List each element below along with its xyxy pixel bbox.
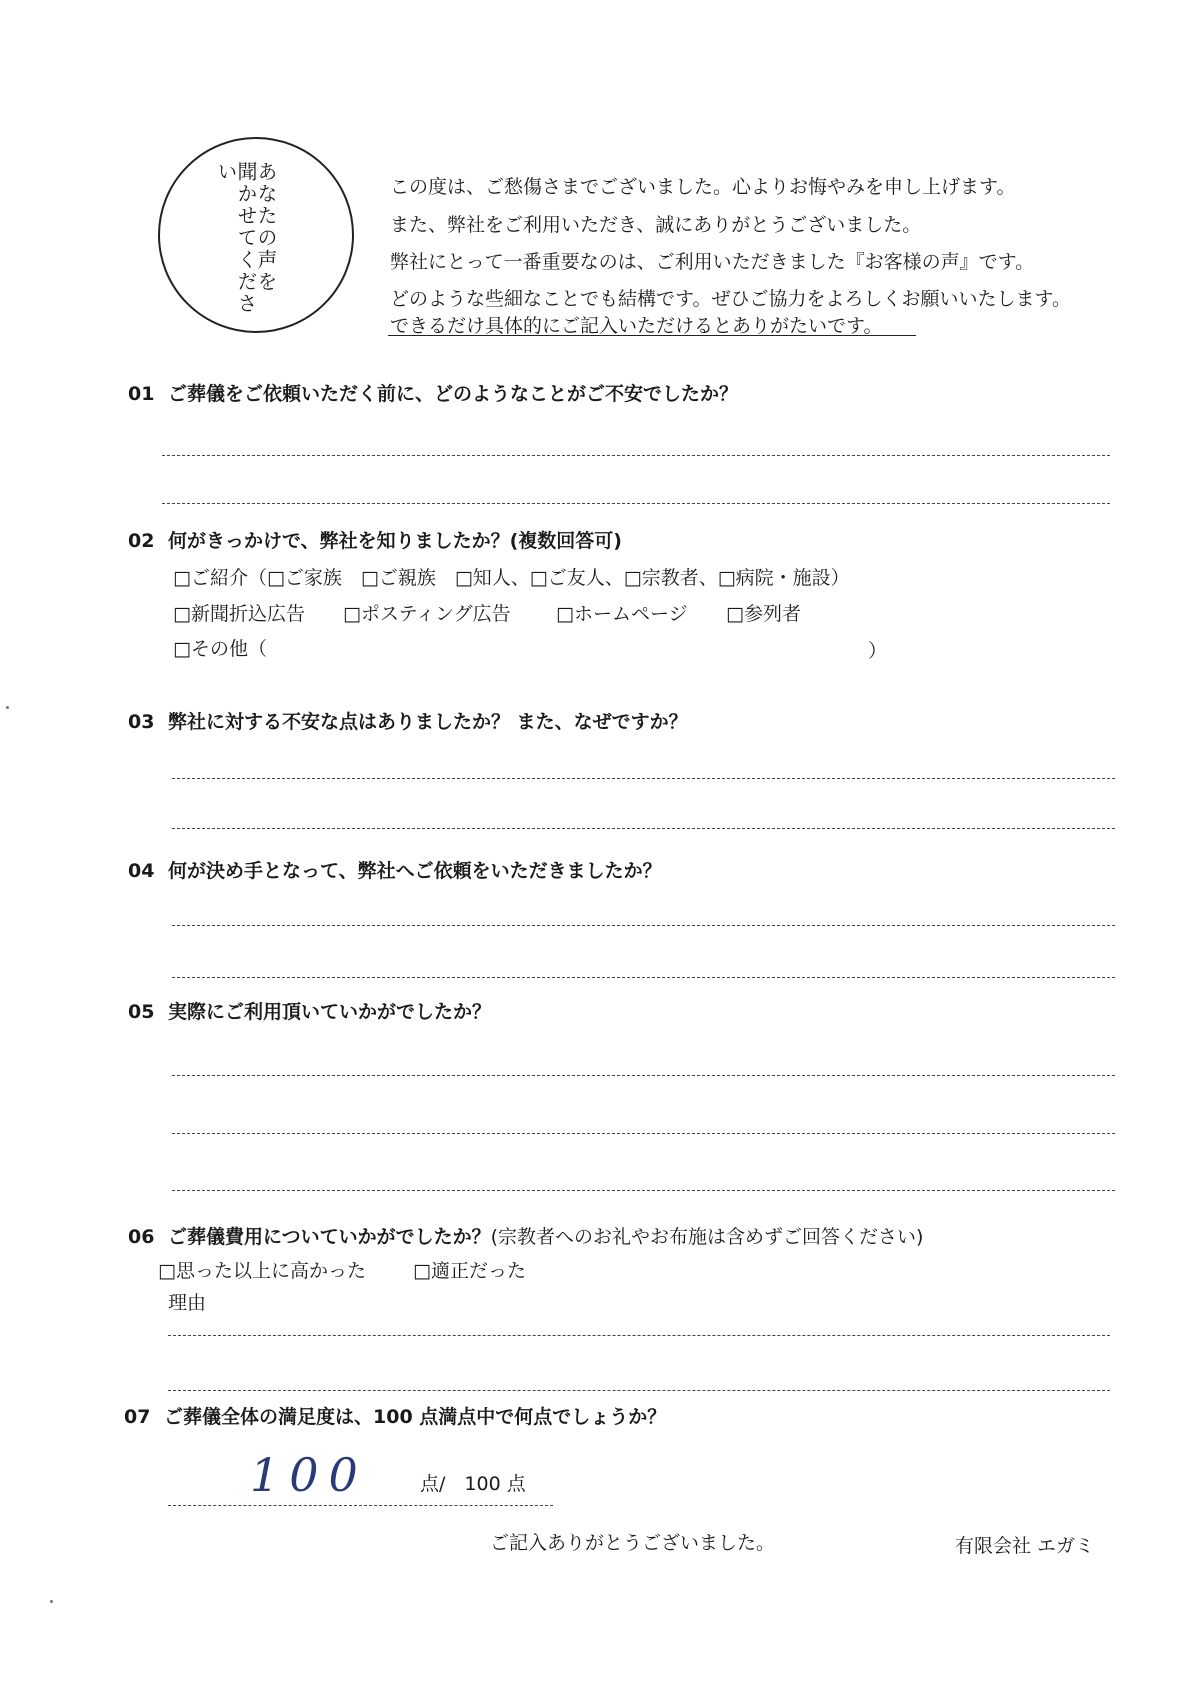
handwritten-score: 100 (250, 1448, 368, 1502)
question-06 (128, 1228, 923, 1247)
intro-line-4: どのような些細なことでも結構です。ぜひご協力をよろしくお願いいたします。 (390, 288, 1071, 310)
answer-line[interactable] (162, 455, 1110, 456)
answer-line[interactable] (172, 977, 1115, 978)
answer-line[interactable] (172, 828, 1115, 829)
circle-text-right: あなたの声を (254, 161, 278, 293)
option-other-close: ） (868, 640, 888, 662)
question-text: ご葬儀をご依頼いただく前に、どのようなことがご不安でしたか？ (168, 383, 739, 405)
question-text: 何が決め手となって、弊社へご依頼をいただきましたか？ (168, 860, 662, 882)
question-number: 06 (128, 1226, 155, 1248)
question-02 (128, 532, 622, 551)
option-attendee[interactable]: □参列者 (726, 603, 801, 625)
answer-line[interactable] (172, 925, 1115, 926)
thanks-message: ご記入ありがとうございました。 (490, 1532, 776, 1554)
question-text: ご葬儀全体の満足度は、100 点満点中で何点でしょうか？ (164, 1406, 667, 1428)
score-answer-line[interactable] (168, 1505, 553, 1506)
option-row-introduction[interactable]: □ご紹介（□ご家族 □ご親族 □知人、□ご友人、□宗教者、□病院・施設） (173, 567, 850, 589)
question-text: 何がきっかけで、弊社を知りましたか？(複数回答可) (168, 530, 622, 552)
reason-label: 理由 (168, 1292, 207, 1314)
question-05 (128, 1003, 491, 1022)
answer-line[interactable] (172, 1190, 1115, 1191)
question-number: 03 (128, 711, 155, 733)
company-name: 有限会社 エガミ (955, 1535, 1095, 1557)
scan-speck (6, 706, 9, 709)
intro-underline (388, 335, 916, 336)
question-number: 01 (128, 383, 155, 405)
intro-line-2: また、弊社をご利用いただき、誠にありがとうございました。 (390, 214, 922, 236)
question-number: 04 (128, 860, 155, 882)
option-newspaper[interactable]: □新聞折込広告 (173, 603, 305, 625)
question-text: ご葬儀費用についていかがでしたか？ (168, 1226, 491, 1248)
question-01 (128, 385, 738, 404)
question-07 (124, 1408, 666, 1427)
question-number: 02 (128, 530, 155, 552)
question-number: 07 (124, 1406, 151, 1428)
question-note: (宗教者へのお礼やお布施は含めずご回答ください) (490, 1226, 924, 1248)
answer-line[interactable] (172, 1133, 1115, 1134)
answer-line[interactable] (168, 1390, 1110, 1391)
option-posting[interactable]: □ポスティング広告 (343, 603, 511, 625)
circle-text-left: 聞かせてください (214, 161, 258, 315)
intro-line-3: 弊社にとって一番重要なのは、ご利用いただきました『お客様の声』です。 (390, 251, 1035, 273)
heading-circle (158, 137, 354, 333)
question-text: 弊社に対する不安な点はありましたか？ また、なぜですか？ (168, 711, 688, 733)
score-unit: 点/ 100 点 (420, 1473, 526, 1495)
scan-speck (50, 1600, 53, 1603)
answer-line[interactable] (168, 1335, 1110, 1336)
question-text: 実際にご利用頂いていかがでしたか？ (168, 1001, 492, 1023)
question-number: 05 (128, 1001, 155, 1023)
option-too-expensive[interactable]: □思った以上に高かった (158, 1260, 366, 1282)
intro-line-5: できるだけ具体的にご記入いただけるとありがたいです。 (390, 315, 883, 337)
option-appropriate[interactable]: □適正だった (413, 1260, 526, 1282)
question-03 (128, 713, 688, 732)
option-other[interactable]: □その他（ (173, 638, 267, 660)
answer-line[interactable] (172, 1075, 1115, 1076)
question-04 (128, 862, 662, 881)
answer-line[interactable] (172, 778, 1115, 779)
option-homepage[interactable]: □ホームページ (556, 603, 688, 625)
intro-line-1: この度は、ご愁傷さまでございました。心よりお悔やみを申し上げます。 (390, 176, 1016, 198)
answer-line[interactable] (162, 503, 1110, 504)
